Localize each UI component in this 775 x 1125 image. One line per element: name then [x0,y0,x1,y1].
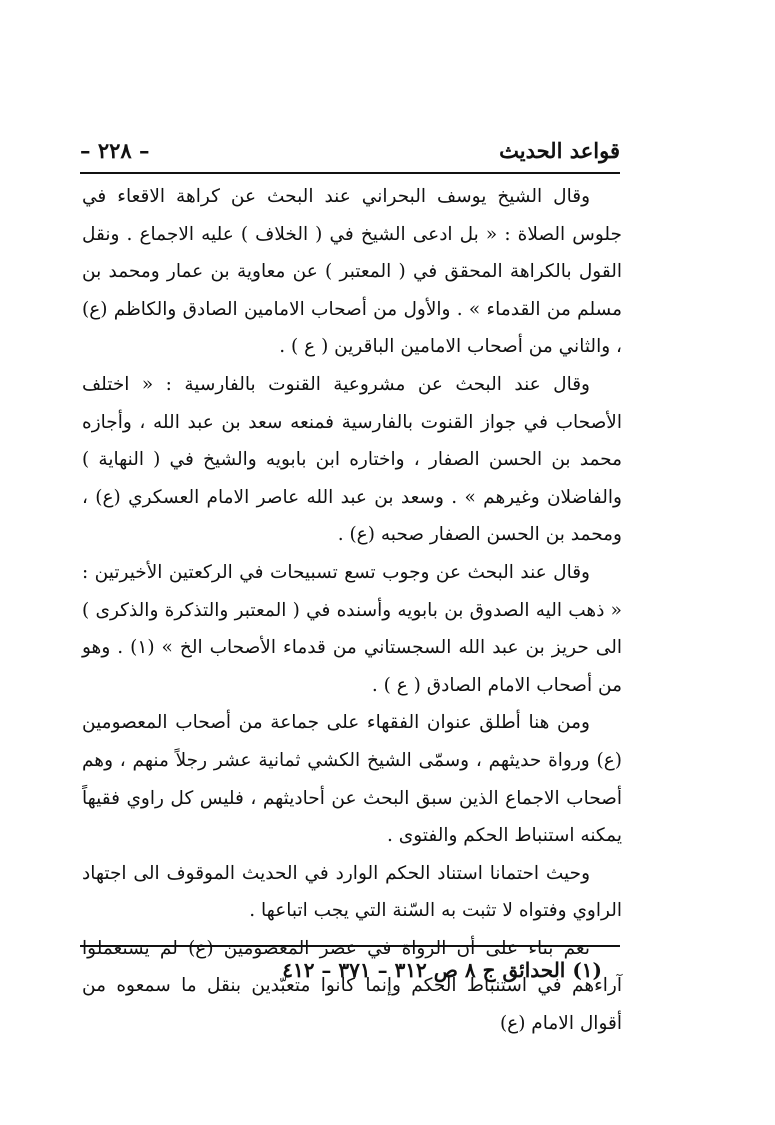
text-line: يمكنه استنباط الحكم والفتوى . [386,825,622,847]
paragraph [82,366,622,554]
text-line: الى حريز بن عبد الله السجستاني من قدماء الأصحاب الخ » (١) . وهو من [82,637,622,696]
text-line: وقال الشيخ يوسف البحراني عند البحث عن كراهة الاقعاء في جلوس [82,186,622,245]
running-title: قواعد الحديث [499,137,620,163]
text-line: في جواز القنوت بالفارسية فمنعه سعد بن عبد الله ، وأجازه محمد بن الحسن [82,411,622,471]
paragraph [82,704,622,854]
text-line: أصحاب الامام الصادق ( ع ) . [371,674,593,696]
text-line: الراوي وفتواه لا تثبت به السّنة التي يجب اتباعها . [249,900,622,922]
footnote: (١) الحدائق ج ٨ ص ٣١٢ – ٣٧١ – ٤١٢ [282,958,602,982]
page-number: – ٢٢٨ – [80,137,150,163]
main-text [82,178,622,1043]
text-line: وقال عند البحث عن وجوب تسع تسبيحات في الركعتين الأخيرتين : [82,561,590,583]
text-line: بالكراهة المحقق في ( المعتبر ) عن معاوية بن عمار ومحمد بن مسلم من [82,261,622,320]
text-line: ورواة حديثهم ، وسمّى الشيخ الكشي ثمانية عشر رجلاً منهم ، وهم [82,749,590,771]
page-header [80,130,620,170]
text-line: صحبه (ع) . [337,524,424,546]
text-line: وحيث احتمانا استناد الحكم الوارد في الحديث الموقوف الى اجتهاد [82,862,590,884]
text-line: « ذهب اليه الصدوق بن بابويه وأسنده في ( المعتبر والتذكرة والذكرى ) [82,599,622,621]
text-line: الصلاة : « بل ادعى الشيخ في ( الخلاف ) عليه الاجماع . ونقل القول [82,223,622,283]
text-line: نعم بناء على أن الرواة في عصر المعصومين (ع) لم يستعملوا آراءهم [82,937,622,997]
footnote-rule [80,945,620,947]
text-line: في استنباط الحكم وإنما كانوا متعبّدين بنقل ما سمعوه من أقوال الامام (ع) [82,975,622,1035]
paragraph [82,178,622,366]
header-rule [80,172,620,174]
text-line: أصحاب الاجماع الذين سبق البحث عن أحاديثهم ، فليس كل راوي فقيهاً [82,787,622,809]
paragraph [82,554,622,704]
text-line: من أصحاب الامامين الباقرين ( ع ) . [279,336,553,358]
text-line: الصفار ، واختاره ابن بابويه والشيخ في ( النهاية ) والفاضلان وغيرهم » . [82,449,622,508]
text-line: القدماء » . والأول من أصحاب الامامين الصادق والكاظم (ع) ، والثاني [82,298,622,358]
text-line: وسعد بن عبد الله عاصر الامام العسكري (ع) ، ومحمد بن الحسن الصفار [82,486,622,546]
text-line: وقال عند البحث عن مشروعية القنوت بالفارسية : « اختلف الأصحاب [82,373,622,433]
paragraph [82,855,622,930]
text-line: ومن هنا أطلق عنوان الفقهاء على جماعة من أصحاب المعصومين (ع) [82,712,622,771]
